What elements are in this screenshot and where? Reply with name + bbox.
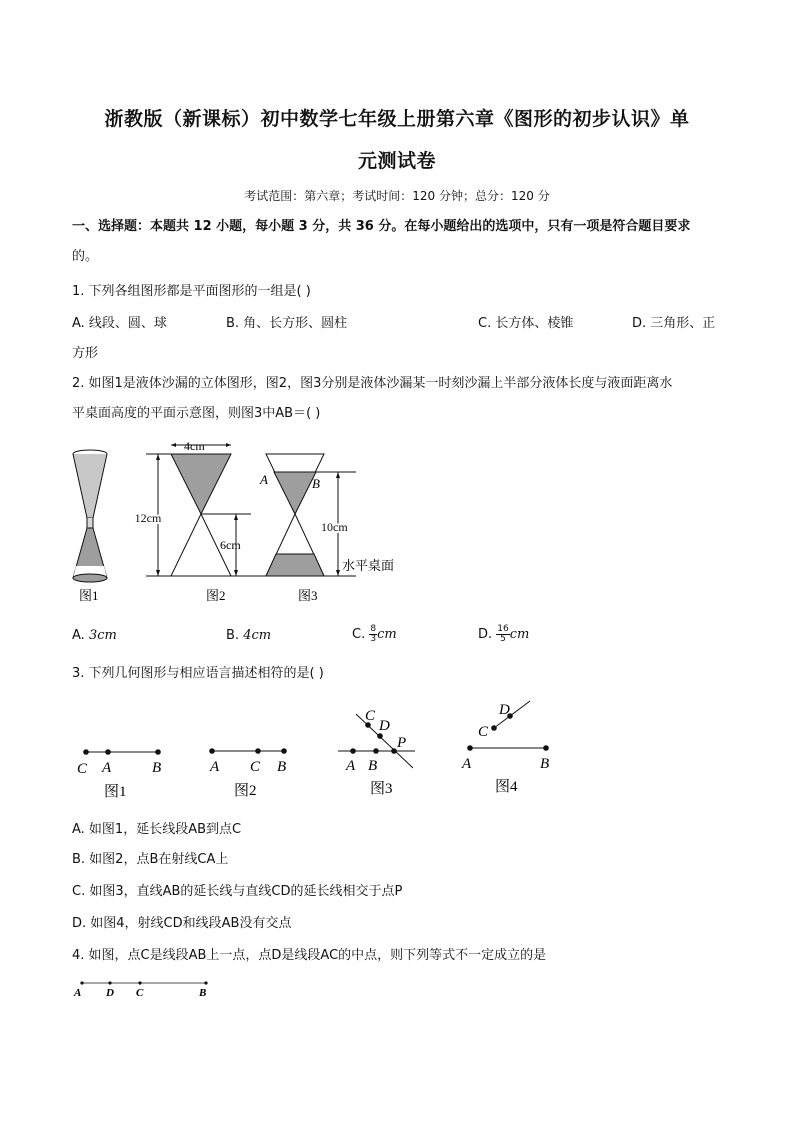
q3-option-b: B. 如图2，点B在射线CA上 <box>72 852 229 867</box>
q1-stem: 1. 下列各组图形都是平面图形的一组是( ) <box>72 284 311 299</box>
f4-label-C: C <box>478 724 489 740</box>
q2-option-d: D. $\frac{16}{5}$ cm <box>478 624 530 644</box>
f3-label-D: D <box>379 718 390 734</box>
label-10cm: 10cm <box>321 520 348 534</box>
segment-figure <box>70 974 220 1004</box>
fig3-caption: 图3 <box>370 781 393 797</box>
q2-stem: 2. 如图1是液体沙漏的立体图形，图2，图3分别是液体沙漏某一时刻沙漏上半部分液体长度与液面距离水 <box>72 376 673 391</box>
q3-option-a: A. 如图1，延长线段AB到点C <box>72 822 242 837</box>
q3-option-d: D. 如图4，射线CD和线段AB没有交点 <box>72 916 292 931</box>
f2-label-C: C <box>250 759 261 775</box>
f4-label-D: D <box>499 702 510 718</box>
q4-label-C: C <box>136 987 144 999</box>
q4-label-A: A <box>74 987 82 999</box>
f1-label-B: B <box>152 760 162 776</box>
fig4-caption: 图4 <box>495 779 518 795</box>
lines-figure <box>70 696 570 806</box>
q1-option-c: C. 长方体、棱锥 <box>478 316 574 331</box>
hourglass-figure <box>66 436 416 608</box>
q1-option-a: A. 线段、圆、球 <box>72 316 167 331</box>
q2-option-b: B. 4cm <box>226 628 272 643</box>
fig2-caption: 图2 <box>206 588 226 603</box>
fig3-caption: 图3 <box>298 588 318 603</box>
label-desk: 水平桌面 <box>342 558 395 573</box>
section-heading-cont: 的。 <box>72 249 99 264</box>
page-title: 浙教版（新课标）初中数学七年级上册第六章《图形的初步认识》单 <box>104 108 690 130</box>
label-A: A <box>260 472 268 487</box>
f1-label-C: C <box>77 761 88 777</box>
fig1-caption: 图1 <box>104 784 127 800</box>
f3-label-A: A <box>346 758 356 774</box>
q1-option-b: B. 角、长方形、圆柱 <box>226 316 348 331</box>
exam-info: 考试范围：第六章；考试时间：120 分钟；总分：120 分 <box>244 189 550 203</box>
q4-label-D: D <box>106 987 114 999</box>
f4-label-A: A <box>462 756 472 772</box>
hourglass-fig2 <box>146 443 251 576</box>
f3-label-P: P <box>397 735 407 751</box>
label-6cm: 6cm <box>220 538 241 552</box>
label-12cm: 12cm <box>134 511 162 525</box>
fig1-caption: 图1 <box>79 588 99 603</box>
hourglass-3d <box>73 450 107 582</box>
f2-label-B: B <box>277 759 287 775</box>
f3-label-C: C <box>365 708 376 724</box>
q4-stem: 4. 如图，点C是线段AB上一点，点D是线段AC的中点，则下列等式不一定成立的是 <box>72 948 547 963</box>
q2-stem-cont: 平桌面高度的平面示意图，则图3中AB＝( ) <box>72 406 321 421</box>
q2-option-c: C. $\frac{8}{3}$ cm <box>352 624 397 644</box>
f4-label-B: B <box>540 756 550 772</box>
q2-option-a: A. 3cm <box>72 628 117 643</box>
label-4cm: 4cm <box>184 439 205 453</box>
f1-label-A: A <box>102 760 112 776</box>
fig2-caption: 图2 <box>234 783 257 799</box>
label-B: B <box>312 476 320 491</box>
q4-label-B: B <box>199 987 207 999</box>
q1-option-d: D. 三角形、正 <box>632 316 716 331</box>
q3-option-c: C. 如图3，直线AB的延长线与直线CD的延长线相交于点P <box>72 884 403 899</box>
f2-label-A: A <box>210 759 220 775</box>
q3-stem: 3. 下列几何图形与相应语言描述相符的是( ) <box>72 666 324 681</box>
q1-option-d-cont: 方形 <box>72 346 99 361</box>
page-title-cont: 元测试卷 <box>357 150 436 172</box>
f3-label-B: B <box>368 758 378 774</box>
section-heading: 一、选择题：本题共 12 小题，每小题 3 分，共 36 分。在每小题给出的选项中，只有一项是符合题目要求 <box>72 219 691 234</box>
